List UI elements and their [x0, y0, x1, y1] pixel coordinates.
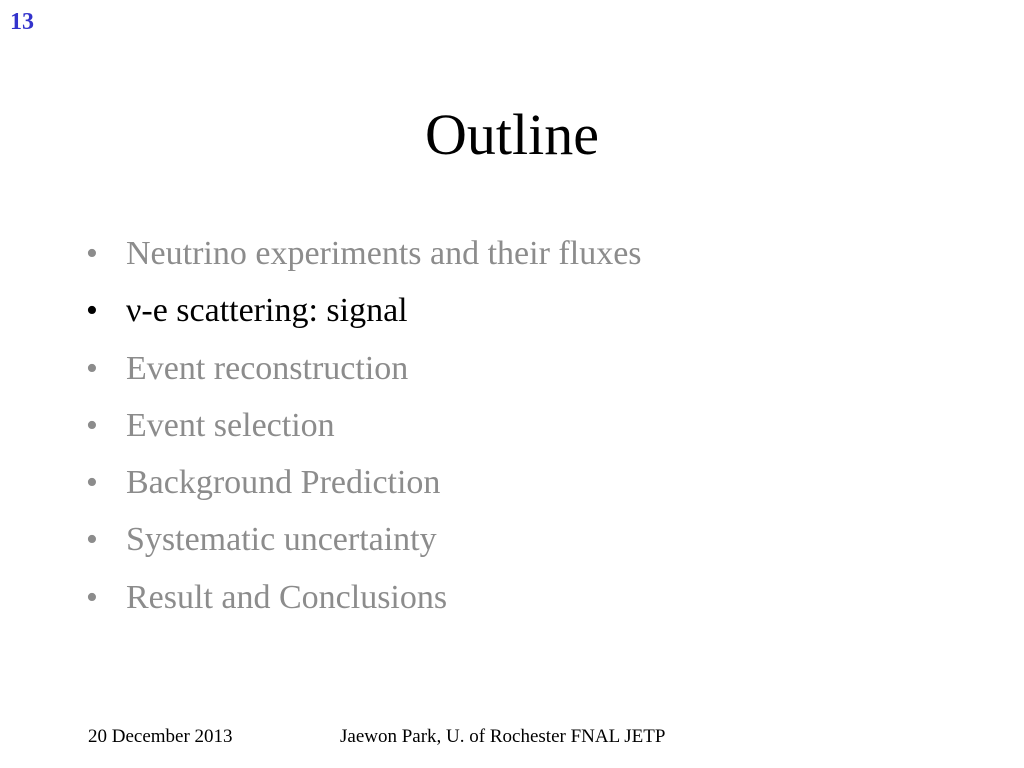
bullet-dot-icon: • [86, 235, 98, 272]
bullet-item [86, 402, 642, 459]
bullet-text: Event selection [126, 406, 335, 444]
bullet-dot-icon: • [86, 349, 98, 387]
bullet-dot-icon: • [86, 521, 98, 559]
bullet-text: ν-e scattering: signal [126, 292, 408, 330]
slide-title: Outline [425, 102, 599, 167]
bullet-list [86, 230, 642, 631]
footer-date: 20 December 2013 [88, 726, 233, 747]
slide-number: 13 [10, 9, 34, 35]
bullet-dot-icon: • [86, 292, 98, 330]
bullet-text: Systematic uncertainty [126, 521, 437, 559]
bullet-item [86, 459, 642, 516]
bullet-item [86, 516, 642, 573]
bullet-text: Event reconstruction [126, 349, 409, 387]
footer-author: Jaewon Park, U. of Rochester FNAL JETP [340, 726, 666, 747]
bullet-item [86, 287, 642, 344]
bullet-dot-icon: • [86, 578, 98, 616]
bullet-dot-icon: • [86, 464, 98, 502]
bullet-text: Result and Conclusions [126, 578, 448, 616]
bullet-text: Neutrino experiments and their fluxes [126, 235, 642, 272]
bullet-text: Background Prediction [126, 464, 441, 502]
bullet-item [86, 574, 642, 631]
bullet-dot-icon: • [86, 406, 98, 444]
bullet-item [86, 230, 642, 287]
bullet-item [86, 345, 642, 402]
